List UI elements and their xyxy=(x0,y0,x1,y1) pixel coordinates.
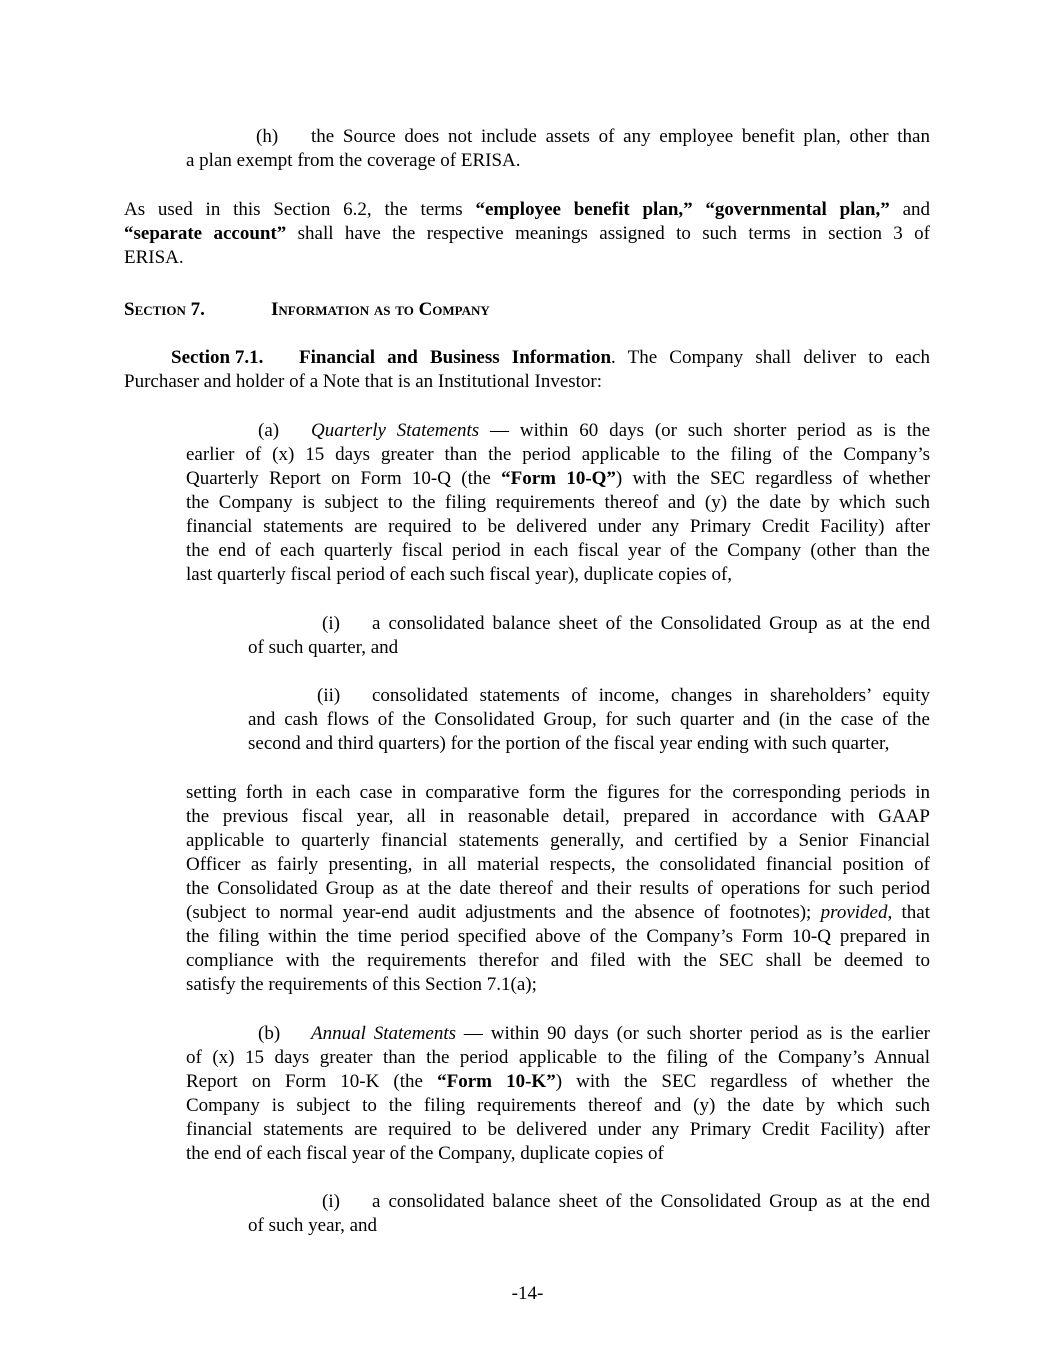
section-7-1-line-1: Financial and Business Information. The Company shall deliver to each xyxy=(299,347,930,368)
clause-a-ii-line-2: and cash flows of the Consolidated Group, for such quarter and (in the case of the xyxy=(248,709,930,730)
setting-line-8: compliance with the requirements therefor and filed with the SEC shall be deemed to xyxy=(186,950,930,971)
setting-line-4: Officer as fairly presenting, in all material respects, the consolidated financial position of xyxy=(186,854,930,875)
clause-h-line-2: a plan exempt from the coverage of ERISA. xyxy=(186,150,521,171)
clause-a-i-line-1: a consolidated balance sheet of the Consolidated Group as at the end xyxy=(372,613,930,634)
setting-line-9: satisfy the requirements of this Section 7.1(a); xyxy=(186,974,537,995)
clause-b-i-marker: (i) xyxy=(322,1191,340,1212)
clause-b-i-line-1: a consolidated balance sheet of the Consolidated Group as at the end xyxy=(372,1191,930,1212)
clause-h-line-1: the Source does not include assets of any employee benefit plan, other than xyxy=(311,126,930,147)
clause-h-marker: (h) xyxy=(256,126,279,147)
clause-a-i-marker: (i) xyxy=(322,613,340,634)
clause-b-line-5: financial statements are required to be delivered under any Primary Credit Facility) after xyxy=(186,1119,930,1140)
clause-a-line-2: earlier of (x) 15 days greater than the period applicable to the filing of the Company’s xyxy=(186,444,930,465)
setting-line-5: the Consolidated Group as at the date thereof and their results of operations for such period xyxy=(186,878,930,899)
section-7-number: Section 7. xyxy=(124,299,205,320)
definitions-line-1: As used in this Section 6.2, the terms “employee benefit plan,” “governmental plan,” and xyxy=(124,199,930,220)
clause-b-i-line-2: of such year, and xyxy=(248,1215,378,1236)
clause-a-line-6: the end of each quarterly fiscal period in each fiscal year of the Company (other than the xyxy=(186,540,930,561)
section-7-1-line-2: Purchaser and holder of a Note that is an Institutional Investor: xyxy=(124,371,603,392)
clause-a-ii-line-1: consolidated statements of income, changes in shareholders’ equity xyxy=(372,685,930,706)
clause-a-i-line-2: of such quarter, and xyxy=(248,637,399,658)
clause-a-marker: (a) xyxy=(258,420,280,441)
clause-b-line-4: Company is subject to the filing requirements thereof and (y) the date by which such xyxy=(186,1095,930,1116)
clause-a-ii-line-3: second and third quarters) for the portion of the fiscal year ending with such quarter, xyxy=(248,733,890,754)
setting-line-1: setting forth in each case in comparative form the figures for the corresponding periods in xyxy=(186,782,930,803)
page-number: -14- xyxy=(511,1283,544,1304)
setting-line-2: the previous fiscal year, all in reasonable detail, prepared in accordance with GAAP xyxy=(186,806,930,827)
clause-b-line-3: Report on Form 10-K (the “Form 10-K”) with the SEC regardless of whether the xyxy=(186,1071,930,1092)
section-7-title: Information as to Company xyxy=(271,299,490,320)
setting-line-7: the filing within the time period specified above of the Company’s Form 10-Q prepared in xyxy=(186,926,930,947)
clause-a-line-3: Quarterly Report on Form 10-Q (the “Form 10-Q”) with the SEC regardless of whether xyxy=(186,468,930,489)
clause-a-line-7: last quarterly fiscal period of each such fiscal year), duplicate copies of, xyxy=(186,564,733,585)
clause-a-line-1: Quarterly Statements — within 60 days (or such shorter period as is the xyxy=(311,420,930,441)
definitions-line-3: ERISA. xyxy=(124,247,184,268)
clause-a-ii-marker: (ii) xyxy=(317,685,341,706)
setting-line-3: applicable to quarterly financial statements generally, and certified by a Senior Financial xyxy=(186,830,930,851)
section-7-1-number: Section 7.1. xyxy=(171,347,264,368)
clause-a-line-5: financial statements are required to be delivered under any Primary Credit Facility) after xyxy=(186,516,930,537)
clause-b-line-6: the end of each fiscal year of the Company, duplicate copies of xyxy=(186,1143,664,1164)
clause-b-line-1: Annual Statements — within 90 days (or such shorter period as is the earlier xyxy=(311,1023,931,1044)
setting-line-6: (subject to normal year-end audit adjustments and the absence of footnotes); provided, that xyxy=(186,902,931,923)
clause-b-line-2: of (x) 15 days greater than the period applicable to the filing of the Company’s Annual xyxy=(186,1047,930,1068)
definitions-line-2: “separate account” shall have the respective meanings assigned to such terms in section 3 of xyxy=(124,223,931,244)
clause-b-marker: (b) xyxy=(258,1023,281,1044)
clause-a-line-4: the Company is subject to the filing requirements thereof and (y) the date by which such xyxy=(186,492,930,513)
